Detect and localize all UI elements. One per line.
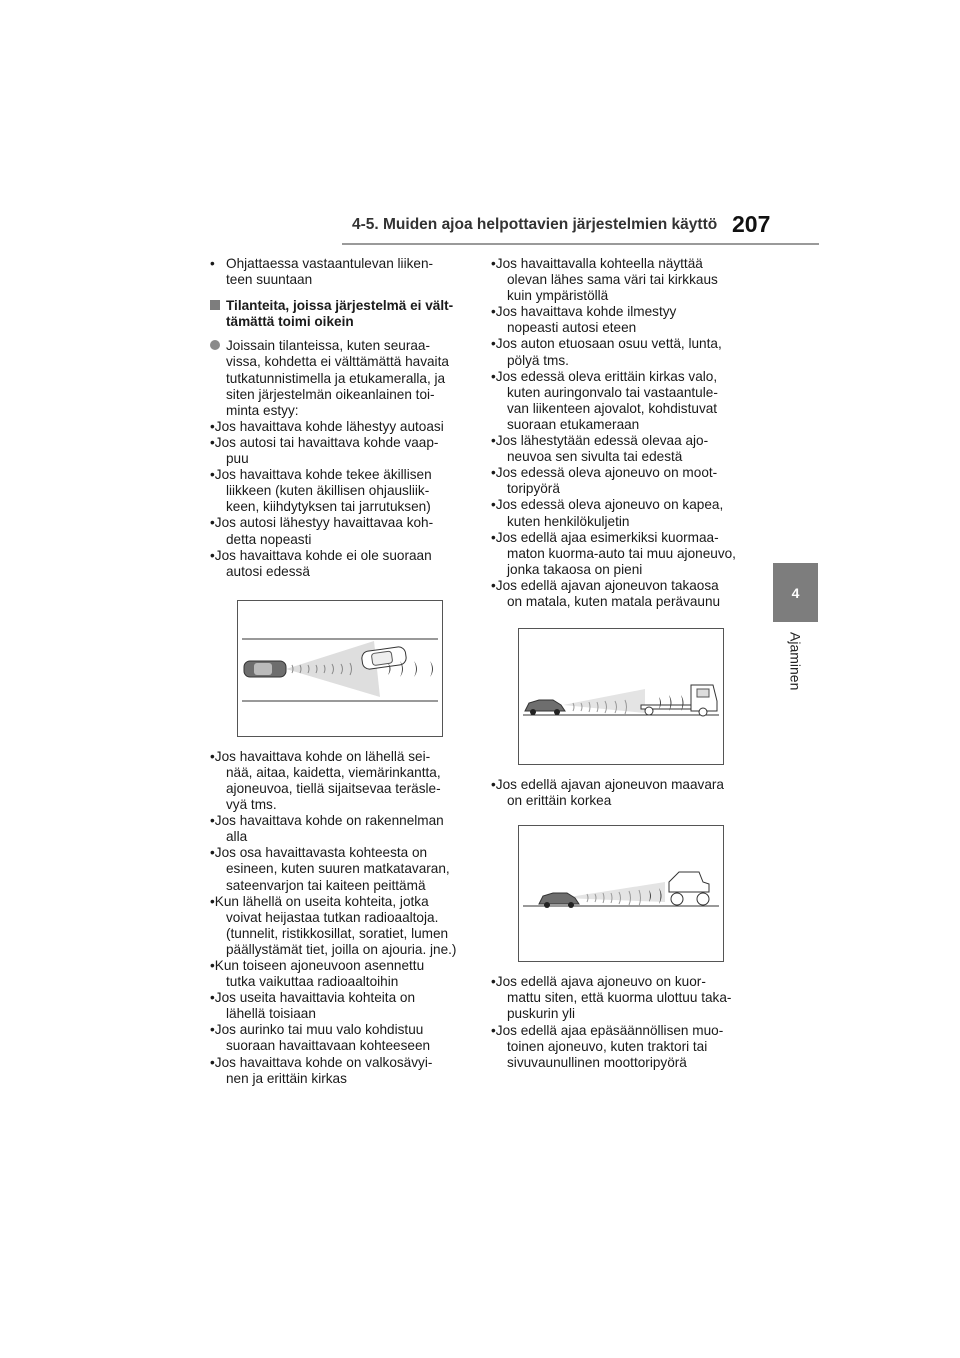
header-title: 4-5. Muiden ajoa helpottavien järjestelmien käyttö — [352, 216, 718, 233]
list-item: •Jos edellä ajava ajoneuvo on kuor- mattu siten, että kuorma ulottuu taka- puskurin yli — [491, 974, 732, 1022]
list-item: •Kun toiseen ajoneuvoon asennettu tutka vaikuttaa radioaaltoihin — [210, 958, 425, 990]
own-car-icon — [525, 700, 565, 715]
left-column — [210, 256, 470, 1087]
page-number: 207 — [732, 211, 771, 237]
list-item: •Jos edellä ajavan ajoneuvon maavara on erittäin korkea — [491, 777, 724, 809]
list-item: •Jos edellä ajavan ajoneuvon takaosa on matala, kuten matala perävaunu — [491, 577, 721, 609]
list-item: •Jos autosi lähestyy havaittavaa koh- detta nopeasti — [210, 515, 434, 547]
list-item: •Jos edessä oleva erittäin kirkas valo, kuten auringonvalo tai vastaantule- van liikenteen ajovalot, kohdistuvat suoraan etukameraan — [491, 368, 718, 432]
list-item: •Jos lähestytään edessä olevaa ajo- neuvoa sen sivulta tai edestä — [491, 433, 709, 465]
truck-with-trailer-icon — [641, 685, 717, 716]
own-car-icon — [244, 661, 286, 677]
list-item: •Jos havaittava kohde lähestyy autoasi — [210, 418, 444, 434]
list-item: •Jos aurinko tai muu valo kohdistuu suoraan havaittavaan kohteeseen — [210, 1022, 431, 1054]
illustration-low-trailer — [518, 628, 724, 765]
list-item: •Jos edessä oleva ajoneuvo on moot- toripyörä — [491, 465, 718, 497]
list-item: •Jos autosi tai havaittava kohde vaap- puu — [210, 434, 439, 467]
chapter-tab[interactable] — [773, 563, 818, 622]
illustration-high-clearance — [518, 825, 724, 962]
list-item: •Kun lähellä on useita kohteita, jotka voivat heijastaa tutkan radioaaltoja. (tunnelit, ristikkosillat, soratiet, lumen päällystämät tiet, joilla on ajouria. jne.) — [210, 893, 457, 957]
chapter-label: Ajaminen — [787, 632, 804, 691]
square-bullet-icon — [210, 300, 220, 310]
list-item: •Jos edellä ajaa epäsäännöllisen muo- toinen ajoneuvo, kuten traktori tai sivuvaunullinen moottoripyörä — [491, 1022, 724, 1070]
right-column — [491, 256, 761, 1071]
list-item: •Jos edellä ajaa esimerkiksi kuormaa- maton kuorma-auto tai muu ajoneuvo, jonka takaosa on pieni — [491, 529, 736, 577]
road-illustration-1 — [238, 601, 442, 736]
section-heading: Tilanteita, joissa järjestelmä ei vält- tämättä toimi oikein — [210, 298, 470, 330]
road-illustration-3 — [519, 826, 723, 961]
list-item: • Ohjattaessa vastaantulevan liiken- teen suuntaan — [210, 256, 434, 288]
list-item: •Jos edessä oleva ajoneuvo on kapea, kuten henkilökuljetin — [491, 497, 724, 529]
header-rule — [342, 243, 819, 245]
lifted-truck-icon — [669, 872, 709, 905]
list-item: •Jos auton etuosaan osuu vettä, lunta, pölyä tms. — [491, 336, 722, 368]
list-item: •Jos useita havaittavia kohteita on lähellä toisiaan — [210, 990, 416, 1022]
circle-bullet-icon — [210, 340, 220, 350]
intro-paragraph: Joissain tilanteissa, kuten seuraa- vissa, kohdetta ei välttämättä havaita tutkatunnistimella ja etukameralla, ja siten järjestelmän oikeanlainen toi- minta estyy: — [210, 338, 470, 418]
list-item: •Jos osa havaittavasta kohteesta on esineen, kuten suuren matkatavaran, sateenvarjon tai kaiteen peittämä — [210, 845, 450, 893]
road-illustration-2 — [519, 629, 723, 764]
list-item: •Jos havaittava kohde ei ole suoraan autosi edessä — [210, 547, 432, 579]
list-item: •Jos havaittava kohde on rakennelman alla — [210, 813, 444, 845]
list-item: •Jos havaittava kohde on valkosävyi- nen ja erittäin kirkas — [210, 1054, 433, 1086]
list-item: •Jos havaittava kohde on lähellä sei- nää, aitaa, kaidetta, viemärinkantta, ajoneuvoa, tiellä sijaitsevaa teräsle- vyä tms. — [210, 748, 441, 813]
chapter-number: 4 — [791, 584, 800, 601]
list-item: •Jos havaittavalla kohteella näyttää olevan lähes sama väri tai kirkkaus kuin ympäristöllä — [491, 256, 718, 304]
list-item: •Jos havaittava kohde ilmestyy nopeasti autosi eteen — [491, 304, 677, 336]
illustration-approaching-vehicle — [237, 600, 443, 737]
list-item: •Jos havaittava kohde tekee äkillisen liikkeen (kuten äkillisen ohjausliik- keen, kiihdytyksen tai jarrutuksen) — [210, 467, 432, 515]
